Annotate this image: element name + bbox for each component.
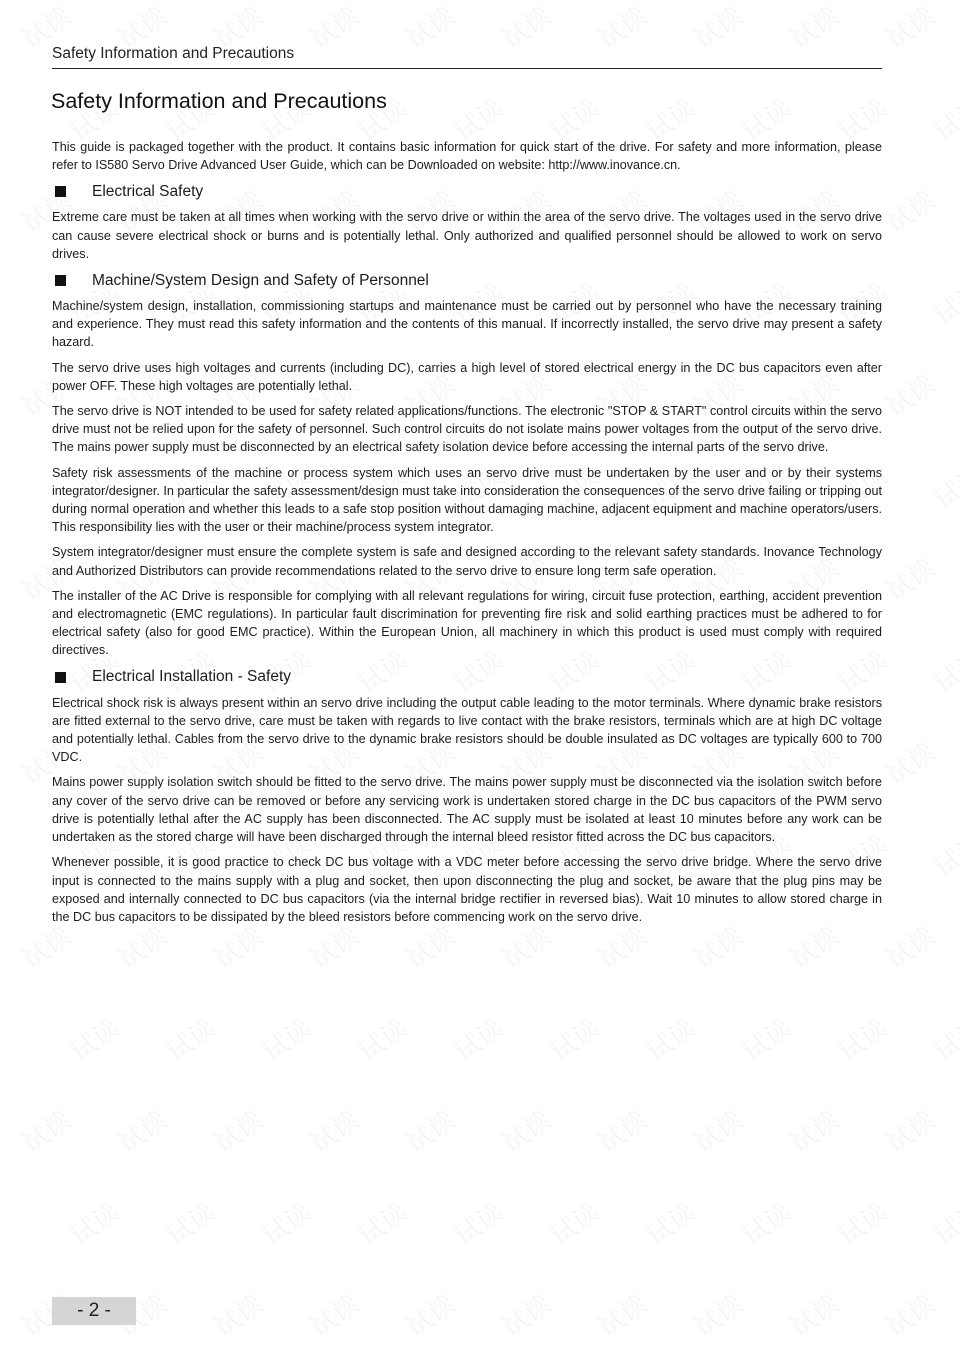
watermark-text	[878, 916, 942, 976]
section-heading-electrical-safety	[52, 181, 882, 202]
watermark-text	[254, 1008, 318, 1068]
watermark-text	[110, 1100, 174, 1160]
watermark-text	[590, 1284, 654, 1344]
watermark-text	[830, 1008, 894, 1068]
body-paragraph: Machine/system design, installation, commissioning startups and maintenance must be carried out by personnel who have the necessary training and experience. They must read this safety information and the contents of this manual. If incorrectly installed, the servo drive may present a safety hazard.	[52, 299, 882, 350]
watermark-text	[878, 180, 942, 240]
watermark-text	[158, 1008, 222, 1068]
watermark-text	[542, 1192, 606, 1252]
watermark-text	[926, 456, 960, 516]
watermark-text	[878, 1284, 942, 1344]
section-heading-machine-system-design	[52, 270, 882, 291]
watermark-text	[734, 1008, 798, 1068]
body-paragraph: Safety risk assessments of the machine or process system which uses an servo drive must be undertaken by the user and or by their systems integrator/designer. In particular the safety assessment/design must take into consideration the consequences of the servo drive failing or tripping out during normal operation and whether this leads to a safe stop position without damaging machine, adjacent equipment and machine operators/users. This responsibility lies with the user or their machine/process system integrator.	[52, 465, 882, 535]
square-bullet-icon	[55, 672, 66, 683]
watermark-text	[878, 364, 942, 424]
watermark-text	[926, 88, 960, 148]
watermark-text	[302, 1284, 366, 1344]
page-title: Safety Information and Precautions	[51, 89, 387, 113]
watermark-text	[926, 1008, 960, 1068]
watermark-text	[446, 1008, 510, 1068]
watermark-text	[878, 548, 942, 608]
watermark-text	[590, 1100, 654, 1160]
watermark-text	[686, 1284, 750, 1344]
body-paragraph: The servo drive uses high voltages and currents (including DC), carries a high level of stored electrical energy in the DC bus capacitors even after power OFF. These high voltages are potentially lethal.	[52, 360, 882, 393]
page-number: - 2 -	[52, 1297, 136, 1325]
header-divider	[52, 68, 882, 69]
watermark-text	[638, 1008, 702, 1068]
watermark-text	[206, 1100, 270, 1160]
watermark-text	[686, 1100, 750, 1160]
watermark-text	[302, 0, 366, 57]
watermark-text	[878, 1100, 942, 1160]
watermark-text	[494, 0, 558, 57]
intro-paragraph: This guide is packaged together with the product. It contains basic information for quick start of the drive. For safety and more information, please refer to IS580 Servo Drive Advanced User Guide, which can be Downloaded on website: http://www.inovance.cn.	[52, 140, 882, 173]
watermark-text	[62, 1008, 126, 1068]
body-paragraph: Electrical shock risk is always present within an servo drive including the output cable leading to the motor terminals. Where dynamic brake resistors are fitted external to the servo drive, care must be taken with regards to live contact with the brake resistors, terminals which are at high DC voltage and potentially lethal. Cables from the servo drive to the dynamic brake resistors should be double insulated as DC voltages are typically 600 to 700 VDC.	[52, 695, 882, 765]
watermark-text	[686, 0, 750, 57]
section-title: Machine/System Design and Safety of Personnel	[92, 271, 429, 289]
watermark-text	[398, 1284, 462, 1344]
watermark-text	[782, 0, 846, 57]
body-paragraph: The installer of the AC Drive is responsible for complying with all relevant regulations for wiring, circuit fuse protection, earthing, accident prevention and electromagnetic (EMC regulations). In particular fault discrimination for preventing fire risk and solid earthing practices must be adhered to for electrical safety (also for good EMC practice). Within the European Union, all machinery in which this product is used must comply with required directives.	[52, 588, 882, 658]
watermark-text	[830, 1192, 894, 1252]
watermark-text	[926, 824, 960, 884]
watermark-text	[158, 1192, 222, 1252]
watermark-text	[302, 1100, 366, 1160]
watermark-text	[494, 1100, 558, 1160]
watermark-text	[734, 1192, 798, 1252]
watermark-text	[542, 1008, 606, 1068]
watermark-text	[350, 1008, 414, 1068]
watermark-text	[782, 1100, 846, 1160]
watermark-text	[14, 1100, 78, 1160]
section-title: Electrical Safety	[92, 182, 204, 200]
watermark-text	[878, 0, 942, 57]
document-body	[52, 138, 882, 933]
watermark-text	[926, 640, 960, 700]
watermark-text	[446, 1192, 510, 1252]
body-paragraph: Mains power supply isolation switch should be fitted to the servo drive. The mains power supply must be disconnected via the isolation switch before any cover of the servo drive can be removed or before any servicing work is undertaken stored charge in the DC bus capacitors of the PWM servo drive is potentially lethal after the AC supply has been disconnected. The AC supply must be isolated at least 10 minutes before any work can be undertaken as the stored charge will have been discharged through the internal bleed resistor fitted across the DC bus capacitors.	[52, 775, 882, 845]
section-title: Electrical Installation - Safety	[92, 668, 292, 686]
running-header: Safety Information and Precautions	[52, 45, 295, 62]
watermark-text	[878, 732, 942, 792]
watermark-text	[590, 0, 654, 57]
watermark-text	[398, 0, 462, 57]
watermark-text	[926, 272, 960, 332]
watermark-text	[62, 1192, 126, 1252]
watermark-text	[398, 1100, 462, 1160]
square-bullet-icon	[55, 186, 66, 197]
body-paragraph: System integrator/designer must ensure the complete system is safe and designed according to the relevant safety standards. Inovance Technology and Authorized Distributors can provide recommendations related to the servo drive to ensure long term safe operation.	[52, 545, 882, 578]
watermark-text	[782, 1284, 846, 1344]
section-heading-electrical-installation	[52, 667, 882, 688]
watermark-text	[206, 1284, 270, 1344]
square-bullet-icon	[55, 275, 66, 286]
body-paragraph: The servo drive is NOT intended to be used for safety related applications/functions. The electronic "STOP & START" control circuits within the servo drive must not be relied upon for the safety of personnel. Such control circuits do not isolate mains power voltages from the output of the servo drive. The mains power supply must be disconnected by an electrical safety isolation device before accessing the internal parts of the servo drive.	[52, 404, 882, 455]
body-paragraph: Whenever possible, it is good practice to check DC bus voltage with a VDC meter before accessing the servo drive bridge. Where the servo drive input is connected to the mains supply with a plug and socket, then upon disconnecting the plug and socket, be aware that the plug pins may be exposed and internally connected to DC bus capacitors (via the internal bridge rectifier in reversed bias). Wait 10 minutes to allow stored charge in the DC bus capacitors to be dissipated by the bleed resistors before commencing work on the servo drive.	[52, 855, 882, 924]
watermark-text	[638, 1192, 702, 1252]
watermark-text	[926, 1192, 960, 1252]
watermark-text	[350, 1192, 414, 1252]
watermark-text	[494, 1284, 558, 1344]
body-paragraph: Extreme care must be taken at all times when working with the servo drive or within the area of the servo drive. The voltages used in the servo drive can cause severe electrical shock or burns and is potentially lethal. Only authorized and qualified personnel should be allowed to work on servo drives.	[52, 210, 882, 261]
watermark-text	[254, 1192, 318, 1252]
